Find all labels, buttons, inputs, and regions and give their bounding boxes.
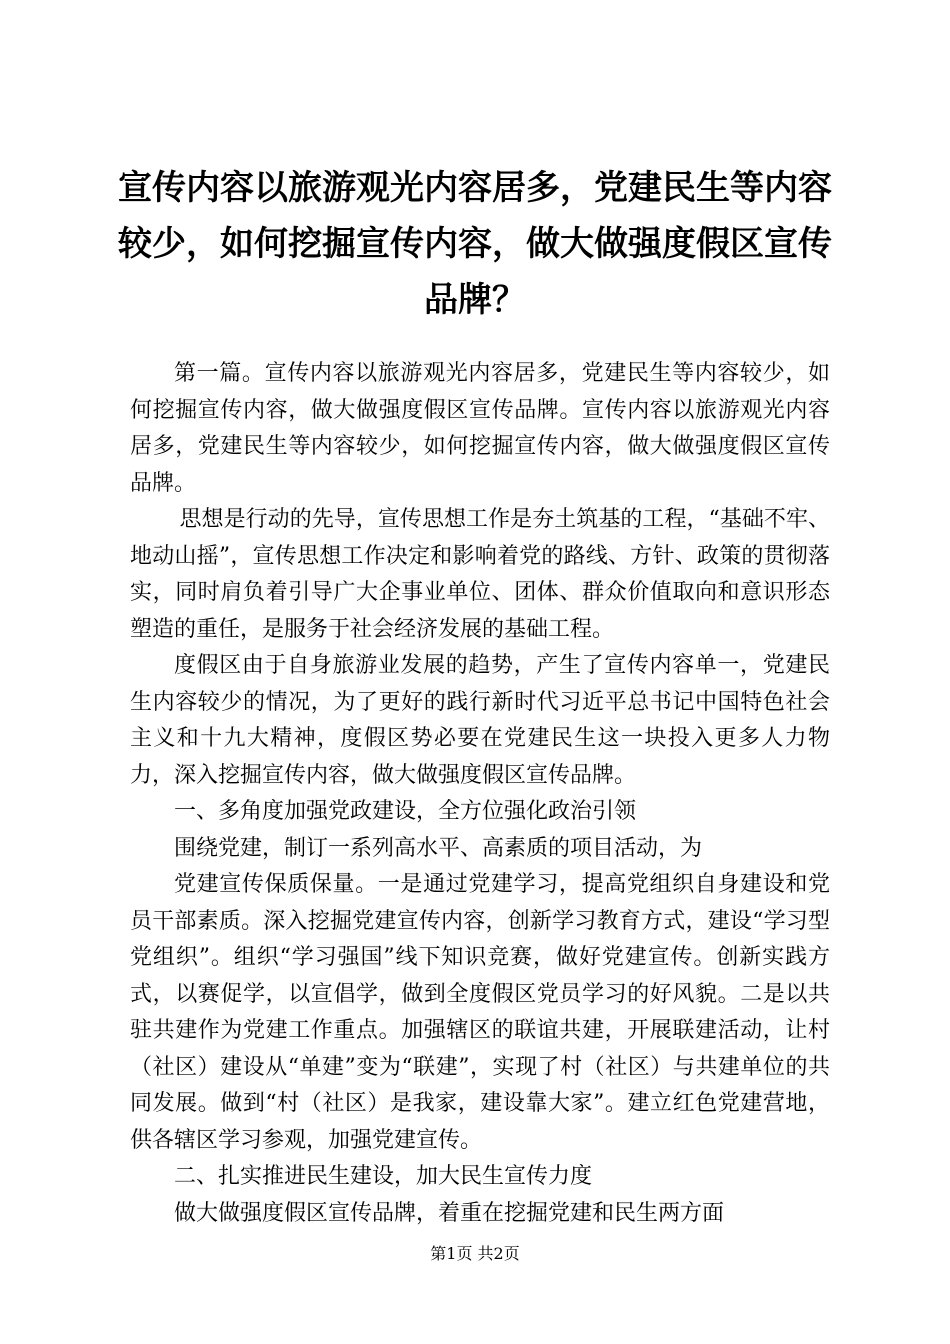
section-heading-one: 一、多角度加强党政建设，全方位强化政治引领 [174, 799, 637, 824]
paragraph-party-activities: 围绕党建，制订一系列高水平、高素质的项目活动，为 [174, 835, 703, 861]
section-heading-two: 二、扎实推进民生建设，加大民生宣传力度 [174, 1164, 593, 1189]
paragraph-party-details: 党建宣传保质保量。一是通过党建学习，提高党组织自身建设和党员干部素质。深入挖掘党建宣传内容，创新学习教育方式，建设“学习型党组织”。组织“学习强国”线下知识竞赛，做好党建宣传。创新实践方式，以赛促学，以宣倡学，做到全度假区党员学习的好风貌。二是以共驻共建作为党建工作重点。加强辖区的联谊共建，开展联建活动，让村（社区）建设从“单建”变为“联建”，实现了村（社区）与共建单位的共同发展。做到“村（社区）是我家，建设靠大家”。建立红色党建营地，供各辖区学习参观，加强党建宣传。 [130, 872, 830, 1153]
paragraph-brand: 做大做强度假区宣传品牌，着重在挖掘党建和民生两方面 [174, 1200, 725, 1226]
paragraph-thought: 思想是行动的先导，宣传思想工作是夯土筑基的工程，“基础不牢、地动山摇”，宣传思想工作决定和影响着党的路线、方针、政策的贯彻落实，同时肩负着引导广大企事业单位、团体、群众价值取向和意识形态塑造的重任，是服务于社会经济发展的基础工程。 [130, 507, 830, 642]
document-body [130, 356, 830, 1232]
paragraph-resort: 度假区由于自身旅游业发展的趋势，产生了宣传内容单一，党建民生内容较少的情况，为了更好的践行新时代习近平总书记中国特色社会主义和十九大精神，度假区势必要在党建民生这一块投入更多人力物力，深入挖掘宣传内容，做大做强度假区宣传品牌。 [130, 653, 830, 788]
page-number: 第1页 共2页 [430, 1244, 520, 1263]
paragraph-intro: 第一篇。宣传内容以旅游观光内容居多，党建民生等内容较少，如何挖掘宣传内容，做大做强度假区宣传品牌。宣传内容以旅游观光内容居多，党建民生等内容较少，如何挖掘宣传内容，做大做强度假区宣传品牌。 [130, 361, 830, 496]
document-title: 宣传内容以旅游观光内容居多，党建民生等内容较少，如何挖掘宣传内容，做大做强度假区宣传品牌？ [118, 168, 832, 320]
